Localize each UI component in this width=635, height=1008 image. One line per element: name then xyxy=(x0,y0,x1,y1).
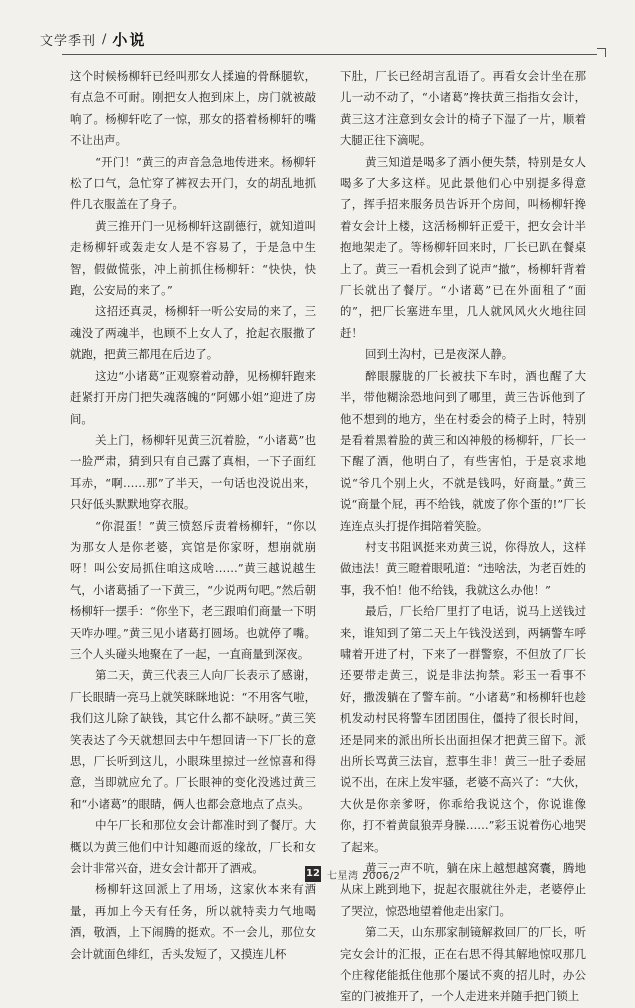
issue-label: 七星湾 2006/2 xyxy=(327,870,401,882)
header-corner-mark xyxy=(597,48,606,57)
paragraph: 第二天，黄三代表三人向厂长表示了感谢，厂长眼睛一亮马上就笑眯眯地说：“不用客气啦，我们这儿除了缺钱，其它什么都不缺呀。”黄三笑笑表达了今天就想回去中午想回请一下厂长的意思，厂长听到这儿，小眼珠里掠过一丝惊喜和得意，当即就应允了。厂长眼神的变化没逃过黄三和“小诸葛”的眼睛，俩人也都会意地点了点头。 xyxy=(70,668,316,811)
paragraph: 中午厂长和那位女会计都准时到了餐厅。大概以为黄三他们中计知趣而返的缘故，厂长和女会计非常兴奋，进女会计都开了酒戒。 xyxy=(70,818,316,876)
section-title: 小说 xyxy=(112,30,147,49)
header-separator: / xyxy=(102,31,107,47)
paragraph: 回到土沟村，已是夜深人静。 xyxy=(365,347,514,362)
paragraph: 最后，厂长给厂里打了电话，说马上送钱过来，谁知到了第二天上午钱没送到，两辆警车呼啸着开进了村，下来了一群警察，不但放了厂长还要带走黄三，说是非法拘禁。彩玉一看事不好，撒泼躺在了警车前。“小诸葛”和杨柳轩也趁机发动村民将警车团团围住，僵持了很长时间，还是同来的派出所长出面担保才把黄三留下。派出所长骂黄三法盲，惹事生非！黄三一肚子委屈说不出，在床上发牢骚，老婆不高兴了：“大伙，大伙是你亲爹呀，你乖给我说这个，你说谁像你，打不着黄鼠狼弄身臊……”彩玉说着伤心地哭了起来。 xyxy=(340,604,586,854)
paragraph: 醉眼朦胧的厂长被扶下车时，酒也醒了大半，带他糊涂恐地问到了哪里，黄三告诉他到了他不想到的地方，坐在村委会的椅子上时，特别是看着黑着脸的黄三和凶神般的杨柳轩，厂长一下醒了酒，他明白了，有些害怕，于是哀求地说“爷几个别上火，不就是钱吗，好商量。”黄三说“商量个屁，再不给钱，就废了你个蛋的!”厂长连连点头打提作揖陪着笑脸。 xyxy=(340,368,586,533)
paragraph: “你混蛋！”黄三愤怒斥责着杨柳轩，“你以为那女人是你老婆，宾馆是你家呀，想崩就崩呀！叫公安局抓住咱这成啥……”黄三越说越生气，小诸葛插了一下黄三，“少说两句吧。”然后朝杨柳轩一摆手：“你坐下，老三跟咱们商量一下明天咋办哩。”黄三见小诸葛打圆场。也就停了嘴。三个人头碰头地聚在了一起，一直商量到深夜。 xyxy=(70,518,316,661)
paragraph: 这个时候杨柳轩已经叫那女人揉遍的骨酥腿软，有点急不可耐。刚把女人抱到床上，房门就被敲响了。杨柳轩吃了一惊，那女的搭着杨柳轩的嘴不让出声。 xyxy=(70,69,316,148)
paragraph: 黄三一声不吭，躺在床上越想越窝囊，腾地从床上跳到地下，捉起衣服就往外走，老婆停止了哭泣，惊恐地望着他走出家门。 xyxy=(340,861,586,918)
paragraph: 下肚，厂长已经胡言乱语了。再看女会计坐在那儿一动不动了，“小诸葛”搀扶黄三指指女会计，黄三这才注意到女会计的椅子下湿了一片，顺着大腿正往下滴呢。 xyxy=(340,69,586,148)
paragraph: “开门！”黄三的声音急急地传进来。杨柳轩松了口气，急忙穿了裤衩去开门，女的胡乱地抓件几衣服盖在了身子。 xyxy=(70,154,316,212)
paragraph: 第二天，山东那家制镜解救回厂的厂长，听完女会计的汇报，正在右思不得其解地惊叹那几个庄稼佬能抵住他那个屡试不爽的招儿时，办公室的门被推开了，一个人走进来并随手把门锁上 xyxy=(340,925,586,1004)
magazine-name: 文学季刊 xyxy=(40,33,97,49)
paragraph: 这招还真灵，杨柳轩一听公安局的来了，三魂没了两魂半，也顾不上女人了，抢起衣服撒了就跑，把黄三都甩在后边了。 xyxy=(70,304,316,362)
paragraph: 关上门，杨柳轩见黄三沉着脸，“小诸葛”也一脸严肃，猜到只有自己露了真相，一下子面红耳赤，“啊……那”了半天，一句话也没说出来，只好低头默默地穿衣服。 xyxy=(70,432,316,512)
paragraph: 村支书阻讽挺来劝黄三说，你得放人，这样做违法！黄三瞪着眼吼道：“违啥法，为老百姓的事，我不怕！他不给钱，我就这么办他！” xyxy=(340,539,586,597)
paragraph: 黄三知道是喝多了酒小便失禁，特别是女人喝多了大多这样。见此景他们心中别提多得意了，挥手招来服务员告诉开个房间，叫杨柳轩搀着女会计上楼，这活杨柳轩正爱干，把女会计半抱地架走了。等杨柳轩回来时，厂长已趴在餐桌上了。黄三一看机会到了说声“撤”，杨柳轩背着厂长就出了餐厅。“小诸葛”已在外面租了“面的”，把厂长塞进车里，几人就风风火火地往回赶！ xyxy=(340,154,586,340)
paragraph: 杨柳轩这回派上了用场，这家伙本来有酒量，再加上今天有任务，所以就特卖力气地喝酒，敬酒，上下闹腾的挺欢。不一会儿，那位女会计就面色绯红，舌头发短了，又摸连儿杯 xyxy=(70,882,316,961)
page-number: 12 xyxy=(305,866,321,882)
paragraph: 这边“小诸葛”正观察着动静，见杨柳轩跑来赶紧打开房门把失魂落魄的“阿娜小姐”迎进了房间。 xyxy=(70,368,316,426)
page-footer xyxy=(305,866,400,882)
header-rule xyxy=(62,54,597,55)
paragraph: 黄三推开门一见杨柳轩这副德行，就知道叫走杨柳轩或轰走女人是不容易了，于是急中生智，假做慌张，冲上前抓住杨柳轩：“快快，快跑，公安局的来了。” xyxy=(70,218,316,298)
page-header xyxy=(40,28,600,50)
